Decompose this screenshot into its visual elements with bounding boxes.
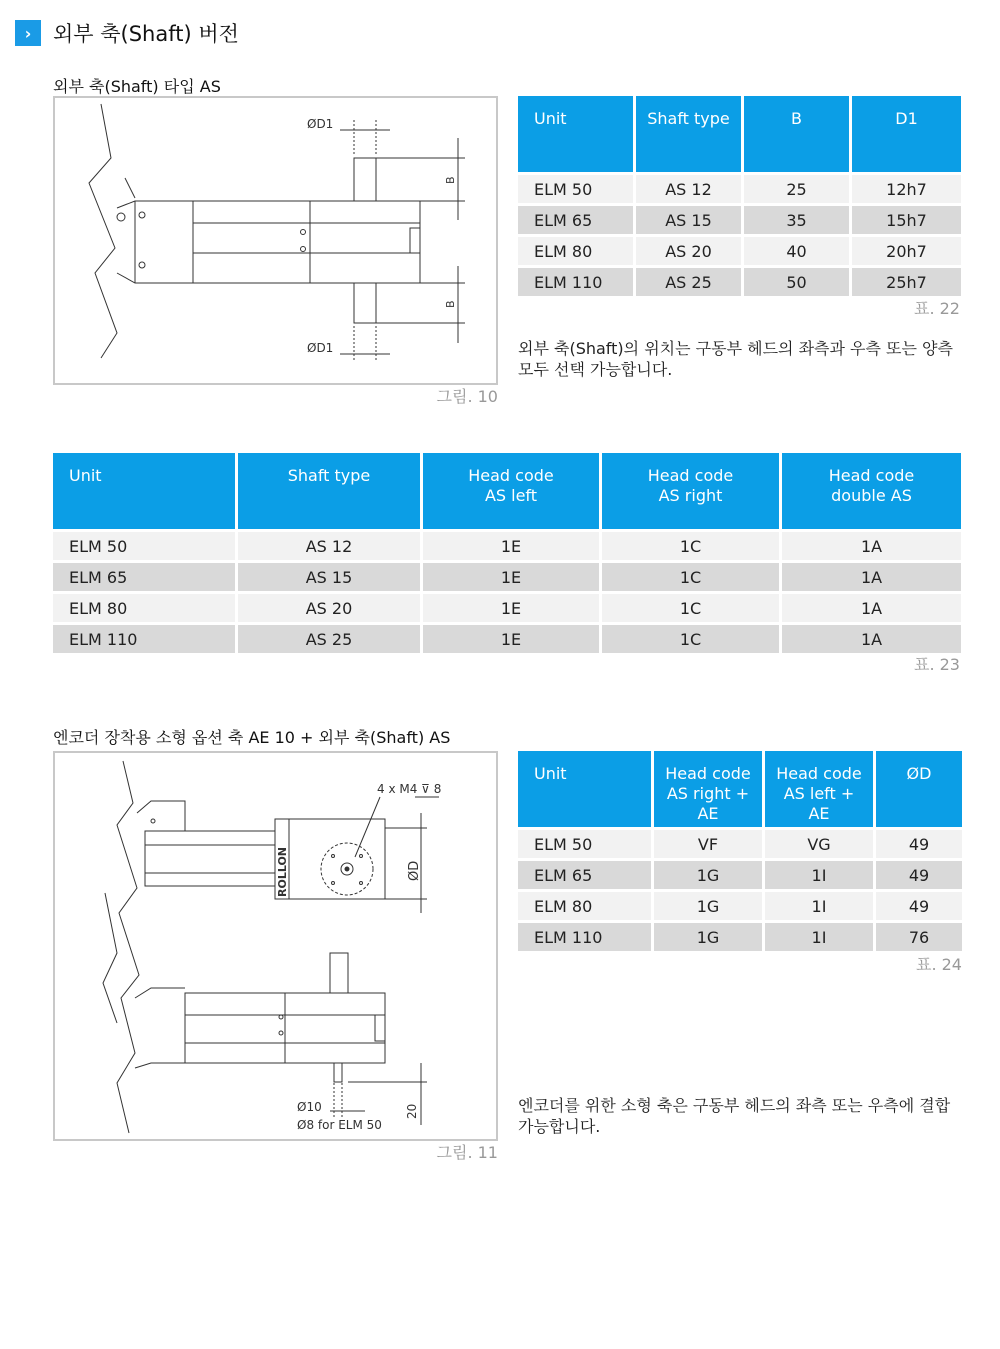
cell: 1E [423, 560, 602, 591]
cell: ELM 110 [518, 265, 636, 296]
cell: 50 [744, 265, 852, 296]
cell: 1A [782, 622, 961, 653]
cell: AS 20 [636, 234, 744, 265]
cell: ELM 50 [53, 529, 238, 560]
table-24-caption: 표. 24 [916, 955, 962, 974]
cell: 20h7 [852, 234, 961, 265]
cell: ELM 50 [518, 172, 636, 203]
th-unit: Unit [53, 453, 238, 529]
block1-note: 외부 축(Shaft)의 위치는 구동부 헤드의 좌측과 우측 또는 양측 모두 선택 가능합니다. [518, 339, 953, 379]
cell: 1G [654, 920, 765, 951]
th-head-code-double-as: Head code double AS [782, 453, 961, 529]
cell: VG [765, 827, 876, 858]
th-shaft-type: Shaft type [636, 96, 744, 172]
table-row [518, 920, 962, 951]
table-row [518, 234, 961, 265]
cell: 25 [744, 172, 852, 203]
figure-11-drawing [53, 751, 498, 1141]
cell: 1G [654, 889, 765, 920]
section-title: 외부 축(Shaft) 버전 [53, 22, 239, 46]
block3-note: 엔코더를 위한 소형 축은 구동부 헤드의 좌측 또는 우측에 결합 가능합니다. [518, 1096, 951, 1136]
dim-b-bottom: B [444, 300, 457, 308]
th-d1: D1 [852, 96, 961, 172]
figure-11-caption: 그림. 11 [436, 1143, 498, 1162]
dim-m4: 4 x M4 ⊽ 8 [377, 782, 442, 796]
th-b: B [744, 96, 852, 172]
cell: ELM 110 [518, 920, 654, 951]
cell: 1I [765, 858, 876, 889]
dim-d1-bottom: ØD1 [307, 341, 334, 355]
figure-10-subtitle: 외부 축(Shaft) 타입 AS [53, 77, 221, 96]
cell: 40 [744, 234, 852, 265]
dim-20: 20 [405, 1103, 419, 1119]
cell: AS 15 [238, 560, 423, 591]
cell: 1G [654, 858, 765, 889]
cell: 1E [423, 529, 602, 560]
cell: 1A [782, 529, 961, 560]
table-row [518, 265, 961, 296]
dim-d1-top: ØD1 [307, 117, 334, 131]
th-head-code-as-right-ae: Head code AS right + AE [654, 751, 765, 827]
cell: AS 15 [636, 203, 744, 234]
cell: 1E [423, 622, 602, 653]
th-head-code-as-left: Head code AS left [423, 453, 602, 529]
chevron-right-icon: › [15, 20, 41, 46]
cell: 49 [876, 858, 962, 889]
dim-b-top: B [444, 176, 457, 184]
table-24 [518, 751, 962, 951]
cell: ELM 80 [518, 889, 654, 920]
cell: 15h7 [852, 203, 961, 234]
th-unit: Unit [518, 96, 636, 172]
cell: 1C [602, 560, 782, 591]
cell: VF [654, 827, 765, 858]
cell: 1C [602, 529, 782, 560]
table-22 [518, 96, 961, 296]
dim-od: ØD [407, 860, 422, 881]
table-row [518, 172, 961, 203]
th-head-code-as-left-ae: Head code AS left + AE [765, 751, 876, 827]
cell: AS 20 [238, 591, 423, 622]
cell: 12h7 [852, 172, 961, 203]
th-shaft-type: Shaft type [238, 453, 423, 529]
dim-d10: Ø10 [297, 1100, 322, 1114]
cell: 1C [602, 622, 782, 653]
cell: AS 25 [238, 622, 423, 653]
brand-label: ROLLON [276, 846, 289, 897]
cell: ELM 110 [53, 622, 238, 653]
dim-d8: Ø8 for ELM 50 [297, 1118, 382, 1132]
cell: ELM 80 [53, 591, 238, 622]
figure-11-subtitle: 엔코더 장착용 소형 옵션 축 AE 10 + 외부 축(Shaft) AS [53, 728, 451, 747]
cell: AS 25 [636, 265, 744, 296]
table-row [53, 622, 961, 653]
cell: ELM 65 [518, 858, 654, 889]
cell: ELM 65 [53, 560, 238, 591]
table-22-caption: 표. 22 [914, 299, 960, 318]
cell: AS 12 [636, 172, 744, 203]
th-unit: Unit [518, 751, 654, 827]
table-row [518, 203, 961, 234]
table-23 [53, 453, 961, 653]
cell: 1I [765, 920, 876, 951]
table-row [518, 889, 962, 920]
cell: ELM 50 [518, 827, 654, 858]
cell: 76 [876, 920, 962, 951]
table-23-caption: 표. 23 [914, 655, 960, 674]
table-row [53, 560, 961, 591]
cell: 25h7 [852, 265, 961, 296]
cell: 1I [765, 889, 876, 920]
shaft-drawing-svg [55, 98, 496, 383]
cell: 49 [876, 827, 962, 858]
table-row [518, 827, 962, 858]
cell: 1A [782, 591, 961, 622]
cell: 49 [876, 889, 962, 920]
table-row [518, 858, 962, 889]
cell: 35 [744, 203, 852, 234]
figure-10-caption: 그림. 10 [436, 387, 498, 406]
figure-10-drawing [53, 96, 498, 385]
encoder-drawing-svg [55, 753, 496, 1139]
cell: 1A [782, 560, 961, 591]
th-od: ØD [876, 751, 962, 827]
cell: ELM 80 [518, 234, 636, 265]
table-row [53, 591, 961, 622]
cell: 1E [423, 591, 602, 622]
cell: AS 12 [238, 529, 423, 560]
th-head-code-as-right: Head code AS right [602, 453, 782, 529]
cell: ELM 65 [518, 203, 636, 234]
table-row [53, 529, 961, 560]
cell: 1C [602, 591, 782, 622]
